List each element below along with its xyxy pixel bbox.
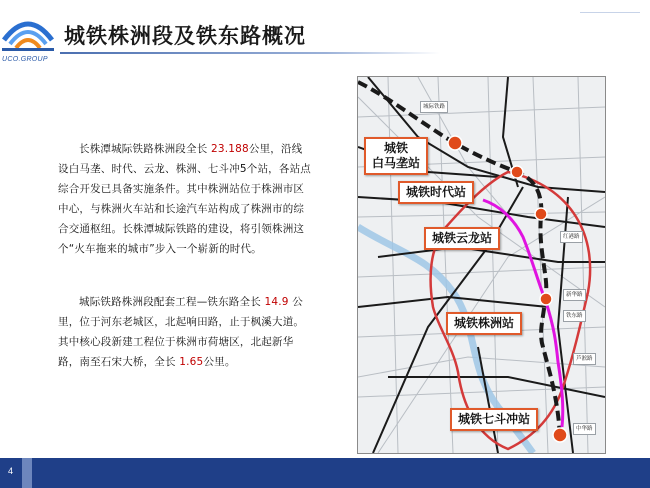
logo-text: UCO.GROUP (2, 56, 48, 63)
station-label-zhuzhou: 城铁株洲站 (446, 312, 522, 335)
map-label-xinhua-road: 新华路 (563, 289, 586, 301)
map-label-chengji-railway: 城际铁路 (420, 101, 448, 113)
tiedong-text-mid: 公里，位于河东老城区，北起响田路，止于枫溪大道。其中核心段新建工程位于株洲市荷塘区，北起新华路，南至石宋大桥，全长 (58, 296, 305, 368)
map-label-zhonghua-road: 中华路 (573, 423, 596, 435)
tiedong-text-end: 公里。 (203, 356, 236, 368)
station-label-baimalong-line1: 城铁 (384, 141, 409, 155)
tiedong-text-start: 城际铁路株洲段配套工程—铁东路全长 (79, 296, 261, 308)
route-map (357, 76, 606, 454)
railway-length-value: 23.188 (210, 143, 249, 155)
intro-text-rest: 公里，沿线设白马垄、时代、云龙、株洲、七斗冲5个站，各站点综合开发已具备实施条件。其中株洲站位于株洲市区中心，与株洲火车站和长途汽车站构成了株洲市的综合交通枢纽。长株潭城际铁路的建设，将引领株洲这个“火车拖来的城市”步入一个崭新的时代。 (58, 143, 311, 255)
map-label-hongkang-road: 红港路 (560, 231, 583, 243)
title-underline (60, 52, 440, 54)
map-label-luxuan-road: 芦淞路 (573, 353, 596, 365)
page-number: 4 (8, 466, 14, 476)
intro-paragraph (58, 139, 313, 259)
footer-bar (0, 458, 650, 488)
core-section-length-value: 1.65 (179, 356, 204, 368)
street-grid (358, 77, 605, 453)
tiedong-road-paragraph (58, 292, 313, 372)
tiedong-length-value: 14.9 (264, 296, 289, 308)
logo-mark-icon (0, 0, 56, 56)
map-canvas (358, 77, 605, 453)
station-label-baimalong-line2: 白马垄站 (372, 156, 421, 170)
map-label-tiedong-road: 铁东路 (563, 310, 586, 322)
station-label-baimalong (364, 137, 428, 175)
header-divider (580, 12, 640, 13)
station-label-qidouchong: 城铁七斗冲站 (450, 408, 538, 431)
page-title: 城铁株洲段及铁东路概况 (64, 24, 306, 48)
station-label-shidai: 城铁时代站 (398, 181, 474, 204)
intro-text-start: 长株潭城际铁路株洲段全长 (79, 143, 208, 155)
station-label-yunlong: 城铁云龙站 (424, 227, 500, 250)
footer-accent (22, 458, 32, 488)
